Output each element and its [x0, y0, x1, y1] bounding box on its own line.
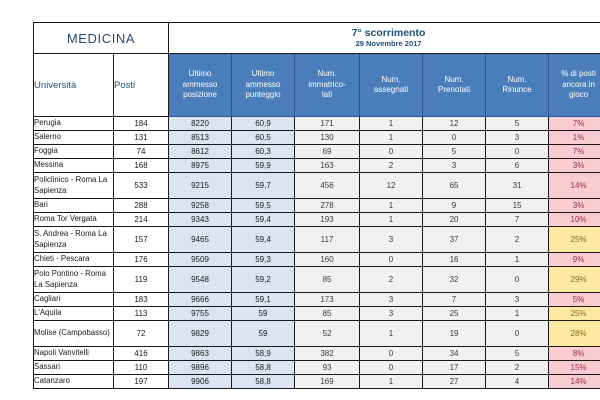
- cell-prenotati: 32: [423, 267, 486, 293]
- cell-prenotati: 5: [423, 145, 486, 159]
- cell-rinunce: 0: [486, 321, 549, 347]
- cell-prenotati: 65: [423, 173, 486, 199]
- cell-immatric: 69: [295, 145, 360, 159]
- cell-universita: Policlinico - Roma La Sapienza: [34, 173, 114, 199]
- cell-posti: 72: [114, 321, 169, 347]
- cell-ultimo_pun: 59,5: [232, 199, 295, 213]
- cell-immatric: 278: [295, 199, 360, 213]
- cell-posti: 214: [114, 213, 169, 227]
- cell-prenotati: 7: [423, 293, 486, 307]
- cell-rinunce: 7: [486, 213, 549, 227]
- cell-prenotati: 34: [423, 347, 486, 361]
- cell-ultimo_pun: 58,8: [232, 375, 295, 389]
- cell-ultimo_pun: 60,9: [232, 117, 295, 131]
- cell-posti: 131: [114, 131, 169, 145]
- cell-posti: 533: [114, 173, 169, 199]
- cell-posti: 157: [114, 227, 169, 253]
- column-header-line: Ultimo: [188, 69, 212, 79]
- table-row[interactable]: [34, 159, 600, 173]
- cell-percento: 7%: [549, 145, 600, 159]
- cell-rinunce: 0: [486, 267, 549, 293]
- cell-ultimo_pun: 59,1: [232, 293, 295, 307]
- table-row[interactable]: [34, 145, 600, 159]
- cell-immatric: 382: [295, 347, 360, 361]
- cell-prenotati: 20: [423, 213, 486, 227]
- cell-rinunce: 5: [486, 117, 549, 131]
- column-header-line: assegnati: [373, 85, 409, 94]
- cell-ultimo_pos: 9755: [169, 307, 232, 321]
- cell-posti: 168: [114, 159, 169, 173]
- cell-percento: 14%: [549, 375, 600, 389]
- column-header-line: ammesso: [245, 79, 281, 89]
- column-header-line: Ultimo: [251, 69, 275, 79]
- cell-universita: Salerno: [34, 131, 114, 145]
- cell-immatric: 85: [295, 307, 360, 321]
- cell-immatric: 160: [295, 253, 360, 267]
- cell-posti: 288: [114, 199, 169, 213]
- cell-prenotati: 25: [423, 307, 486, 321]
- column-header-line: Num.: [507, 74, 527, 84]
- column-header-line: posizione: [183, 90, 217, 100]
- cell-immatric: 171: [295, 117, 360, 131]
- cell-universita: Perugia: [34, 117, 114, 131]
- column-header-universita[interactable]: Università: [34, 54, 114, 117]
- column-header-line: Prenotati: [438, 85, 471, 94]
- cell-universita: Foggia: [34, 145, 114, 159]
- cell-rinunce: 5: [486, 347, 549, 361]
- cell-percento: 3%: [549, 199, 600, 213]
- table-row[interactable]: [34, 199, 600, 213]
- column-header-line: Num.: [317, 69, 337, 79]
- cell-ultimo_pos: 9829: [169, 321, 232, 347]
- cell-universita: S. Andrea - Roma La Sapienza: [34, 227, 114, 253]
- cell-assegnati: 1: [360, 321, 423, 347]
- cell-ultimo_pun: 60,3: [232, 145, 295, 159]
- table-row[interactable]: [34, 293, 600, 307]
- table-row[interactable]: [34, 375, 600, 389]
- cell-percento: 14%: [549, 173, 600, 199]
- cell-ultimo_pos: 8975: [169, 159, 232, 173]
- cell-ultimo_pun: 60,5: [232, 131, 295, 145]
- cell-prenotati: 12: [423, 117, 486, 131]
- cell-ultimo_pun: 59: [232, 321, 295, 347]
- cell-posti: 119: [114, 267, 169, 293]
- cell-assegnati: 1: [360, 213, 423, 227]
- cell-percento: 8%: [549, 347, 600, 361]
- cell-universita: Catanzaro: [34, 375, 114, 389]
- cell-posti: 74: [114, 145, 169, 159]
- cell-assegnati: 0: [360, 145, 423, 159]
- column-header-posti[interactable]: Posti: [114, 54, 169, 117]
- table-header: [34, 23, 600, 117]
- cell-universita: Sassari: [34, 361, 114, 375]
- cell-posti: 110: [114, 361, 169, 375]
- cell-assegnati: 1: [360, 131, 423, 145]
- cell-posti: 184: [114, 117, 169, 131]
- cell-prenotati: 27: [423, 375, 486, 389]
- cell-percento: 3%: [549, 159, 600, 173]
- column-header-assegnati[interactable]: [360, 54, 423, 117]
- cell-assegnati: 3: [360, 227, 423, 253]
- column-header-line: immatrico-: [308, 79, 346, 89]
- table-body: [34, 117, 600, 389]
- cell-rinunce: 0: [486, 145, 549, 159]
- cell-prenotati: 16: [423, 253, 486, 267]
- cell-assegnati: 1: [360, 117, 423, 131]
- column-header-line: Rinunce: [502, 85, 532, 94]
- column-header-immatric[interactable]: [295, 54, 360, 117]
- cell-assegnati: 1: [360, 375, 423, 389]
- cell-percento: 28%: [549, 321, 600, 347]
- cell-rinunce: 6: [486, 159, 549, 173]
- cell-immatric: 85: [295, 267, 360, 293]
- cell-ultimo_pos: 9215: [169, 173, 232, 199]
- cell-ultimo_pos: 9896: [169, 361, 232, 375]
- cell-universita: Polo Pontino - Roma La Sapienza: [34, 267, 114, 293]
- cell-ultimo_pun: 59,7: [232, 173, 295, 199]
- scorrimento-date: 29 Novembre 2017: [355, 39, 422, 48]
- column-header-prenotati[interactable]: [423, 54, 486, 117]
- column-header-rinunce[interactable]: [486, 54, 549, 117]
- cell-assegnati: 0: [360, 361, 423, 375]
- cell-ultimo_pos: 9343: [169, 213, 232, 227]
- cell-assegnati: 1: [360, 199, 423, 213]
- scorrimento-label: 7° scorrimento: [351, 27, 426, 39]
- cell-posti: 197: [114, 375, 169, 389]
- table-row[interactable]: [34, 117, 600, 131]
- column-header-line: ammesso: [182, 79, 218, 89]
- table-row[interactable]: [34, 347, 600, 361]
- cell-ultimo_pun: 58,9: [232, 347, 295, 361]
- cell-posti: 176: [114, 253, 169, 267]
- cell-ultimo_pun: 59,9: [232, 159, 295, 173]
- cell-rinunce: 15: [486, 199, 549, 213]
- cell-assegnati: 3: [360, 307, 423, 321]
- table-row[interactable]: [34, 227, 600, 253]
- table-row[interactable]: [34, 173, 600, 199]
- cell-prenotati: 0: [423, 131, 486, 145]
- cell-percento: 25%: [549, 307, 600, 321]
- table-row[interactable]: [34, 131, 600, 145]
- cell-prenotati: 19: [423, 321, 486, 347]
- cell-rinunce: 3: [486, 293, 549, 307]
- cell-immatric: 52: [295, 321, 360, 347]
- column-header-line: punteggio: [245, 90, 281, 100]
- column-header-line: Num.: [381, 74, 401, 84]
- cell-percento: 25%: [549, 227, 600, 253]
- cell-ultimo_pos: 9548: [169, 267, 232, 293]
- cell-rinunce: 31: [486, 173, 549, 199]
- cell-universita: Napoli Vanvitelli: [34, 347, 114, 361]
- cell-posti: 183: [114, 293, 169, 307]
- cell-universita: Messina: [34, 159, 114, 173]
- cell-ultimo_pos: 9509: [169, 253, 232, 267]
- cell-rinunce: 2: [486, 227, 549, 253]
- ranking-table: [33, 22, 600, 389]
- cell-universita: Roma Tor Vergata: [34, 213, 114, 227]
- cell-assegnati: 2: [360, 159, 423, 173]
- cell-prenotati: 37: [423, 227, 486, 253]
- cell-assegnati: 2: [360, 267, 423, 293]
- cell-immatric: 93: [295, 361, 360, 375]
- cell-universita: Molise (Campobasso): [34, 321, 114, 347]
- column-header-ultimo_pos[interactable]: [169, 54, 232, 117]
- cell-rinunce: 3: [486, 131, 549, 145]
- cell-posti: 113: [114, 307, 169, 321]
- column-header-line: Num.: [444, 74, 464, 84]
- cell-percento: 1%: [549, 131, 600, 145]
- cell-ultimo_pun: 59,4: [232, 213, 295, 227]
- column-header-row: [34, 54, 600, 117]
- cell-immatric: 456: [295, 173, 360, 199]
- cell-universita: L'Aquila: [34, 307, 114, 321]
- cell-universita: Cagliari: [34, 293, 114, 307]
- cell-ultimo_pos: 9863: [169, 347, 232, 361]
- cell-percento: 5%: [549, 293, 600, 307]
- cell-prenotati: 9: [423, 199, 486, 213]
- cell-ultimo_pun: 59,2: [232, 267, 295, 293]
- ranking-table-container: [33, 22, 600, 389]
- scorrimento-title: [169, 23, 600, 54]
- cell-ultimo_pos: 8612: [169, 145, 232, 159]
- column-header-line: lati: [321, 90, 333, 100]
- cell-ultimo_pun: 59,4: [232, 227, 295, 253]
- cell-percento: 9%: [549, 253, 600, 267]
- cell-rinunce: 1: [486, 307, 549, 321]
- table-row[interactable]: [34, 321, 600, 347]
- cell-prenotati: 17: [423, 361, 486, 375]
- cell-immatric: 173: [295, 293, 360, 307]
- table-row[interactable]: [34, 253, 600, 267]
- cell-ultimo_pos: 9465: [169, 227, 232, 253]
- cell-assegnati: 0: [360, 347, 423, 361]
- table-row[interactable]: [34, 267, 600, 293]
- cell-percento: 29%: [549, 267, 600, 293]
- cell-prenotati: 3: [423, 159, 486, 173]
- cell-ultimo_pos: 9906: [169, 375, 232, 389]
- cell-assegnati: 12: [360, 173, 423, 199]
- cell-ultimo_pos: 8513: [169, 131, 232, 145]
- cell-rinunce: 2: [486, 361, 549, 375]
- cell-immatric: 130: [295, 131, 360, 145]
- cell-immatric: 163: [295, 159, 360, 173]
- column-header-percento[interactable]: [549, 54, 600, 117]
- cell-ultimo_pos: 9666: [169, 293, 232, 307]
- cell-rinunce: 4: [486, 375, 549, 389]
- cell-ultimo_pos: 8220: [169, 117, 232, 131]
- cell-rinunce: 1: [486, 253, 549, 267]
- cell-percento: 15%: [549, 361, 600, 375]
- table-row[interactable]: [34, 307, 600, 321]
- table-row[interactable]: [34, 361, 600, 375]
- title-row: [34, 23, 600, 54]
- cell-percento: 7%: [549, 117, 600, 131]
- cell-ultimo_pun: 58,8: [232, 361, 295, 375]
- column-header-line: gioco: [568, 90, 589, 100]
- cell-posti: 416: [114, 347, 169, 361]
- column-header-ultimo_pun[interactable]: [232, 54, 295, 117]
- column-header-line: % di posti: [561, 69, 596, 79]
- cell-percento: 10%: [549, 213, 600, 227]
- cell-assegnati: 3: [360, 293, 423, 307]
- column-header-line: ancora in: [562, 79, 595, 89]
- cell-universita: Bari: [34, 199, 114, 213]
- cell-immatric: 193: [295, 213, 360, 227]
- table-row[interactable]: [34, 213, 600, 227]
- cell-ultimo_pun: 59,3: [232, 253, 295, 267]
- cell-universita: Chieti - Pescara: [34, 253, 114, 267]
- cell-assegnati: 0: [360, 253, 423, 267]
- cell-immatric: 117: [295, 227, 360, 253]
- cell-immatric: 169: [295, 375, 360, 389]
- cell-ultimo_pos: 9258: [169, 199, 232, 213]
- cell-ultimo_pun: 59: [232, 307, 295, 321]
- subject-title: MEDICINA: [34, 23, 169, 54]
